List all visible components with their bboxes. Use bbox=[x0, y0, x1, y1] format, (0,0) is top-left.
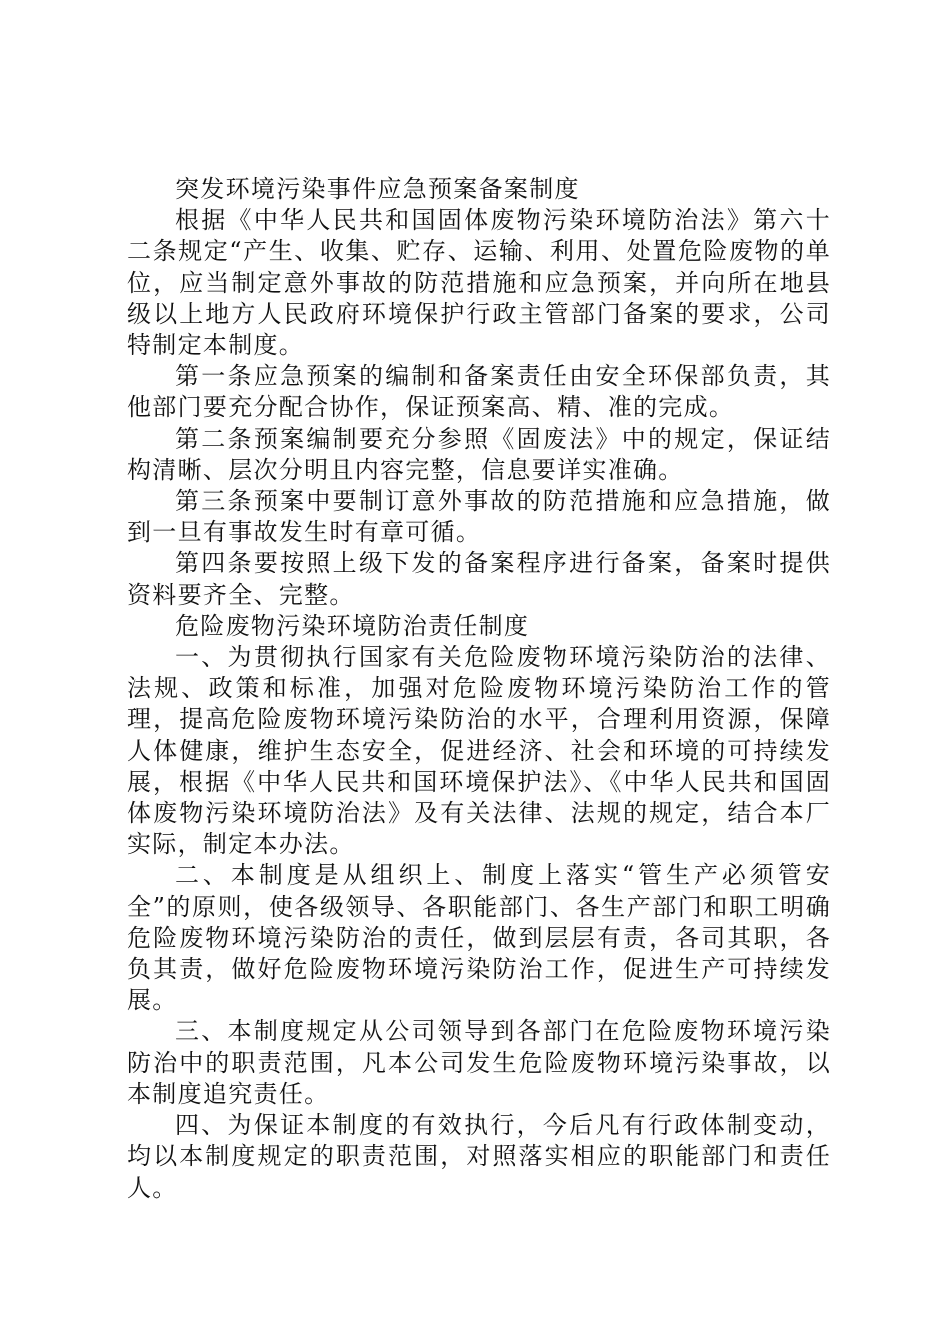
paragraph-intro: 根据《中华人民共和国固体废物污染环境防治法》第六十二条规定“产生、收集、贮存、运输、利用、处置危险废物的单位，应当制定意外事故的防范措施和应急预案，并向所在地县级以上地方人民政府环境保护行政主管部门备案的要求，公司特制定本制度。 bbox=[127, 206, 831, 360]
section-title-hazardous-waste-responsibility: 危险废物污染环境防治责任制度 bbox=[175, 611, 530, 640]
paragraph-article-1: 第一条应急预案的编制和备案责任由安全环保部负责，其他部门要充分配合协作，保证预案高、精、准的完成。 bbox=[127, 362, 831, 422]
section-title-emergency-plan-filing: 突发环境污染事件应急预案备案制度 bbox=[175, 175, 580, 203]
paragraph-article-2: 第二条预案编制要充分参照《固废法》中的规定，保证结构清晰、层次分明且内容完整，信息要详实准确。 bbox=[127, 424, 831, 484]
paragraph-item-3: 三、本制度规定从公司领导到各部门在危险废物环境污染防治中的职责范围，凡本公司发生危险废物环境污染事故，以本制度追究责任。 bbox=[127, 1017, 831, 1108]
paragraph-article-3: 第三条预案中要制订意外事故的防范措施和应急措施，做到一旦有事故发生时有章可循。 bbox=[127, 487, 831, 547]
document-body bbox=[127, 174, 831, 1204]
paragraph-item-4: 四、为保证本制度的有效执行，今后凡有行政体制变动，均以本制度规定的职责范围，对照落实相应的职能部门和责任人。 bbox=[127, 1111, 831, 1202]
paragraph-item-2: 二、本制度是从组织上、制度上落实“管生产必须管安全”的原则，使各级领导、各职能部门、各生产部门和职工明确危险废物环境污染防治的责任，做到层层有责，各司其职，各负其责，做好危险废物环境污染防治工作，促进生产可持续发展。 bbox=[127, 861, 831, 1015]
paragraph-item-1: 一、为贯彻执行国家有关危险废物环境污染防治的法律、法规、政策和标准，加强对危险废物环境污染防治工作的管理，提高危险废物环境污染防治的水平，合理利用资源，保障人体健康，维护生态安全，促进经济、社会和环境的可持续发展，根据《中华人民共和国环境保护法》、《中华人民共和国固体废物污染环境防治法》及有关法律、法规的规定，结合本厂实际，制定本办法。 bbox=[127, 643, 831, 859]
paragraph-article-4: 第四条要按照上级下发的备案程序进行备案，备案时提供资料要齐全、完整。 bbox=[127, 549, 831, 609]
